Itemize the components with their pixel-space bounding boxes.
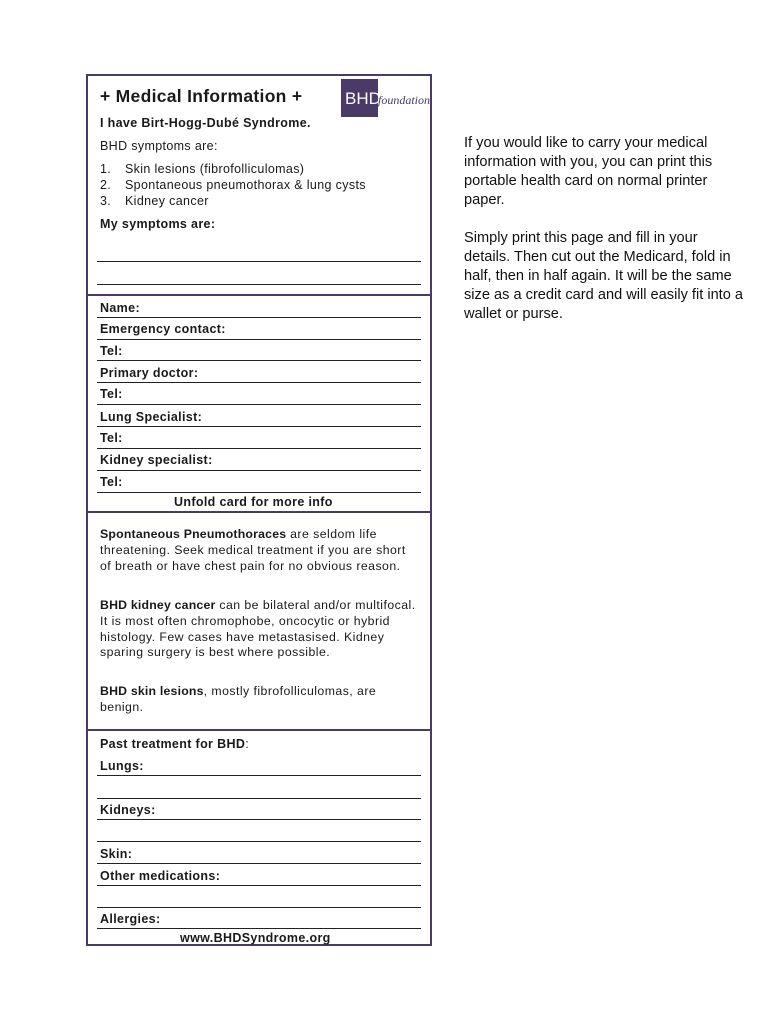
tel-label: Tel: [100,431,123,445]
instructions-paragraph-2: Simply print this page and fill in your details. Then cut out the Medicard, fold in half, then in half again. It will be the same size as a credit card and will easily fit into a wallet or purse. [464,230,744,322]
instructions-paragraph-1: If you would like to carry your medical information with you, you can print this portable health card on normal printer paper. [464,135,713,208]
kidneys-label: Kidneys: [100,803,156,817]
lung-specialist-line[interactable] [97,426,421,427]
tel-label: Tel: [100,475,123,489]
skin-line[interactable] [97,863,421,864]
skin-lesions-heading: BHD skin lesions [100,684,204,698]
lungs-label: Lungs: [100,759,144,773]
symptom-text-3: Kidney cancer [125,194,209,208]
tel-label: Tel: [100,344,123,358]
past-treatment-label [100,737,249,751]
card-header-section [88,76,430,296]
syndrome-statement: I have Birt-Hogg-Dubé Syndrome. [100,116,311,130]
skin-lesions-text: , mostly fibrofolliculomas, are benign. [100,684,377,714]
card-title: + Medical Information + [100,86,303,106]
unfold-note: Unfold card for more info [174,495,333,509]
tel-line[interactable] [97,360,421,361]
tel-line[interactable] [97,448,421,449]
symptoms-intro: BHD symptoms are: [100,139,218,153]
kidney-specialist-line[interactable] [97,470,421,471]
symptom-text-1: Skin lesions (fibrofolliculomas) [125,162,305,176]
website-link[interactable]: www.BHDSyndrome.org [180,931,331,945]
pneumothorax-heading: Spontaneous Pneumothoraces [100,527,287,541]
past-treatment-colon: : [245,737,250,751]
my-symptoms-line-1[interactable] [97,261,421,262]
lung-specialist-label: Lung Specialist: [100,410,203,424]
pneumothorax-info [100,527,420,574]
symptom-text-2: Spontaneous pneumothorax & lung cysts [125,178,366,192]
treatment-section [88,731,430,946]
symptom-num-1: 1. [100,162,112,176]
bhd-logo-text: BHD [345,89,381,108]
allergies-label: Allergies: [100,912,161,926]
info-section [88,513,430,731]
symptom-num-3: 3. [100,194,112,208]
kidney-cancer-heading: BHD kidney cancer [100,598,216,612]
my-symptoms-line-2[interactable] [97,284,421,285]
allergies-line[interactable] [97,928,421,929]
other-medications-line-1[interactable] [97,885,421,886]
bhd-logo-foundation: foundation [378,93,431,107]
kidneys-line-2[interactable] [97,841,421,842]
pneumothorax-text: are seldom life threatening. Seek medical treatment if you are short of breath or have chest pain for no obvious reason. [100,527,406,573]
other-medications-label: Other medications: [100,869,221,883]
skin-lesions-info [100,684,420,716]
emergency-contact-line[interactable] [97,339,421,340]
kidney-cancer-info [100,598,420,661]
skin-label: Skin: [100,847,133,861]
emergency-contact-label: Emergency contact: [100,322,226,336]
tel-line[interactable] [97,404,421,405]
tel-line[interactable] [97,492,421,493]
lungs-line-1[interactable] [97,775,421,776]
kidneys-line-1[interactable] [97,819,421,820]
name-line[interactable] [97,317,421,318]
my-symptoms-label: My symptoms are: [100,217,216,231]
medicard [86,74,432,946]
lungs-line-2[interactable] [97,798,421,799]
primary-doctor-line[interactable] [97,382,421,383]
kidney-cancer-text: can be bilateral and/or multifocal. It is most often chromophobe, oncocytic or hybrid histology. Few cases have metastasised. Kidney sparing surgery is best where possible. [100,598,416,660]
name-label: Name: [100,301,140,315]
symptom-num-2: 2. [100,178,112,192]
primary-doctor-label: Primary doctor: [100,366,199,380]
contacts-section [88,296,430,513]
other-medications-line-2[interactable] [97,907,421,908]
kidney-specialist-label: Kidney specialist: [100,453,213,467]
past-treatment-heading: Past treatment for BHD [100,737,246,751]
tel-label: Tel: [100,387,123,401]
